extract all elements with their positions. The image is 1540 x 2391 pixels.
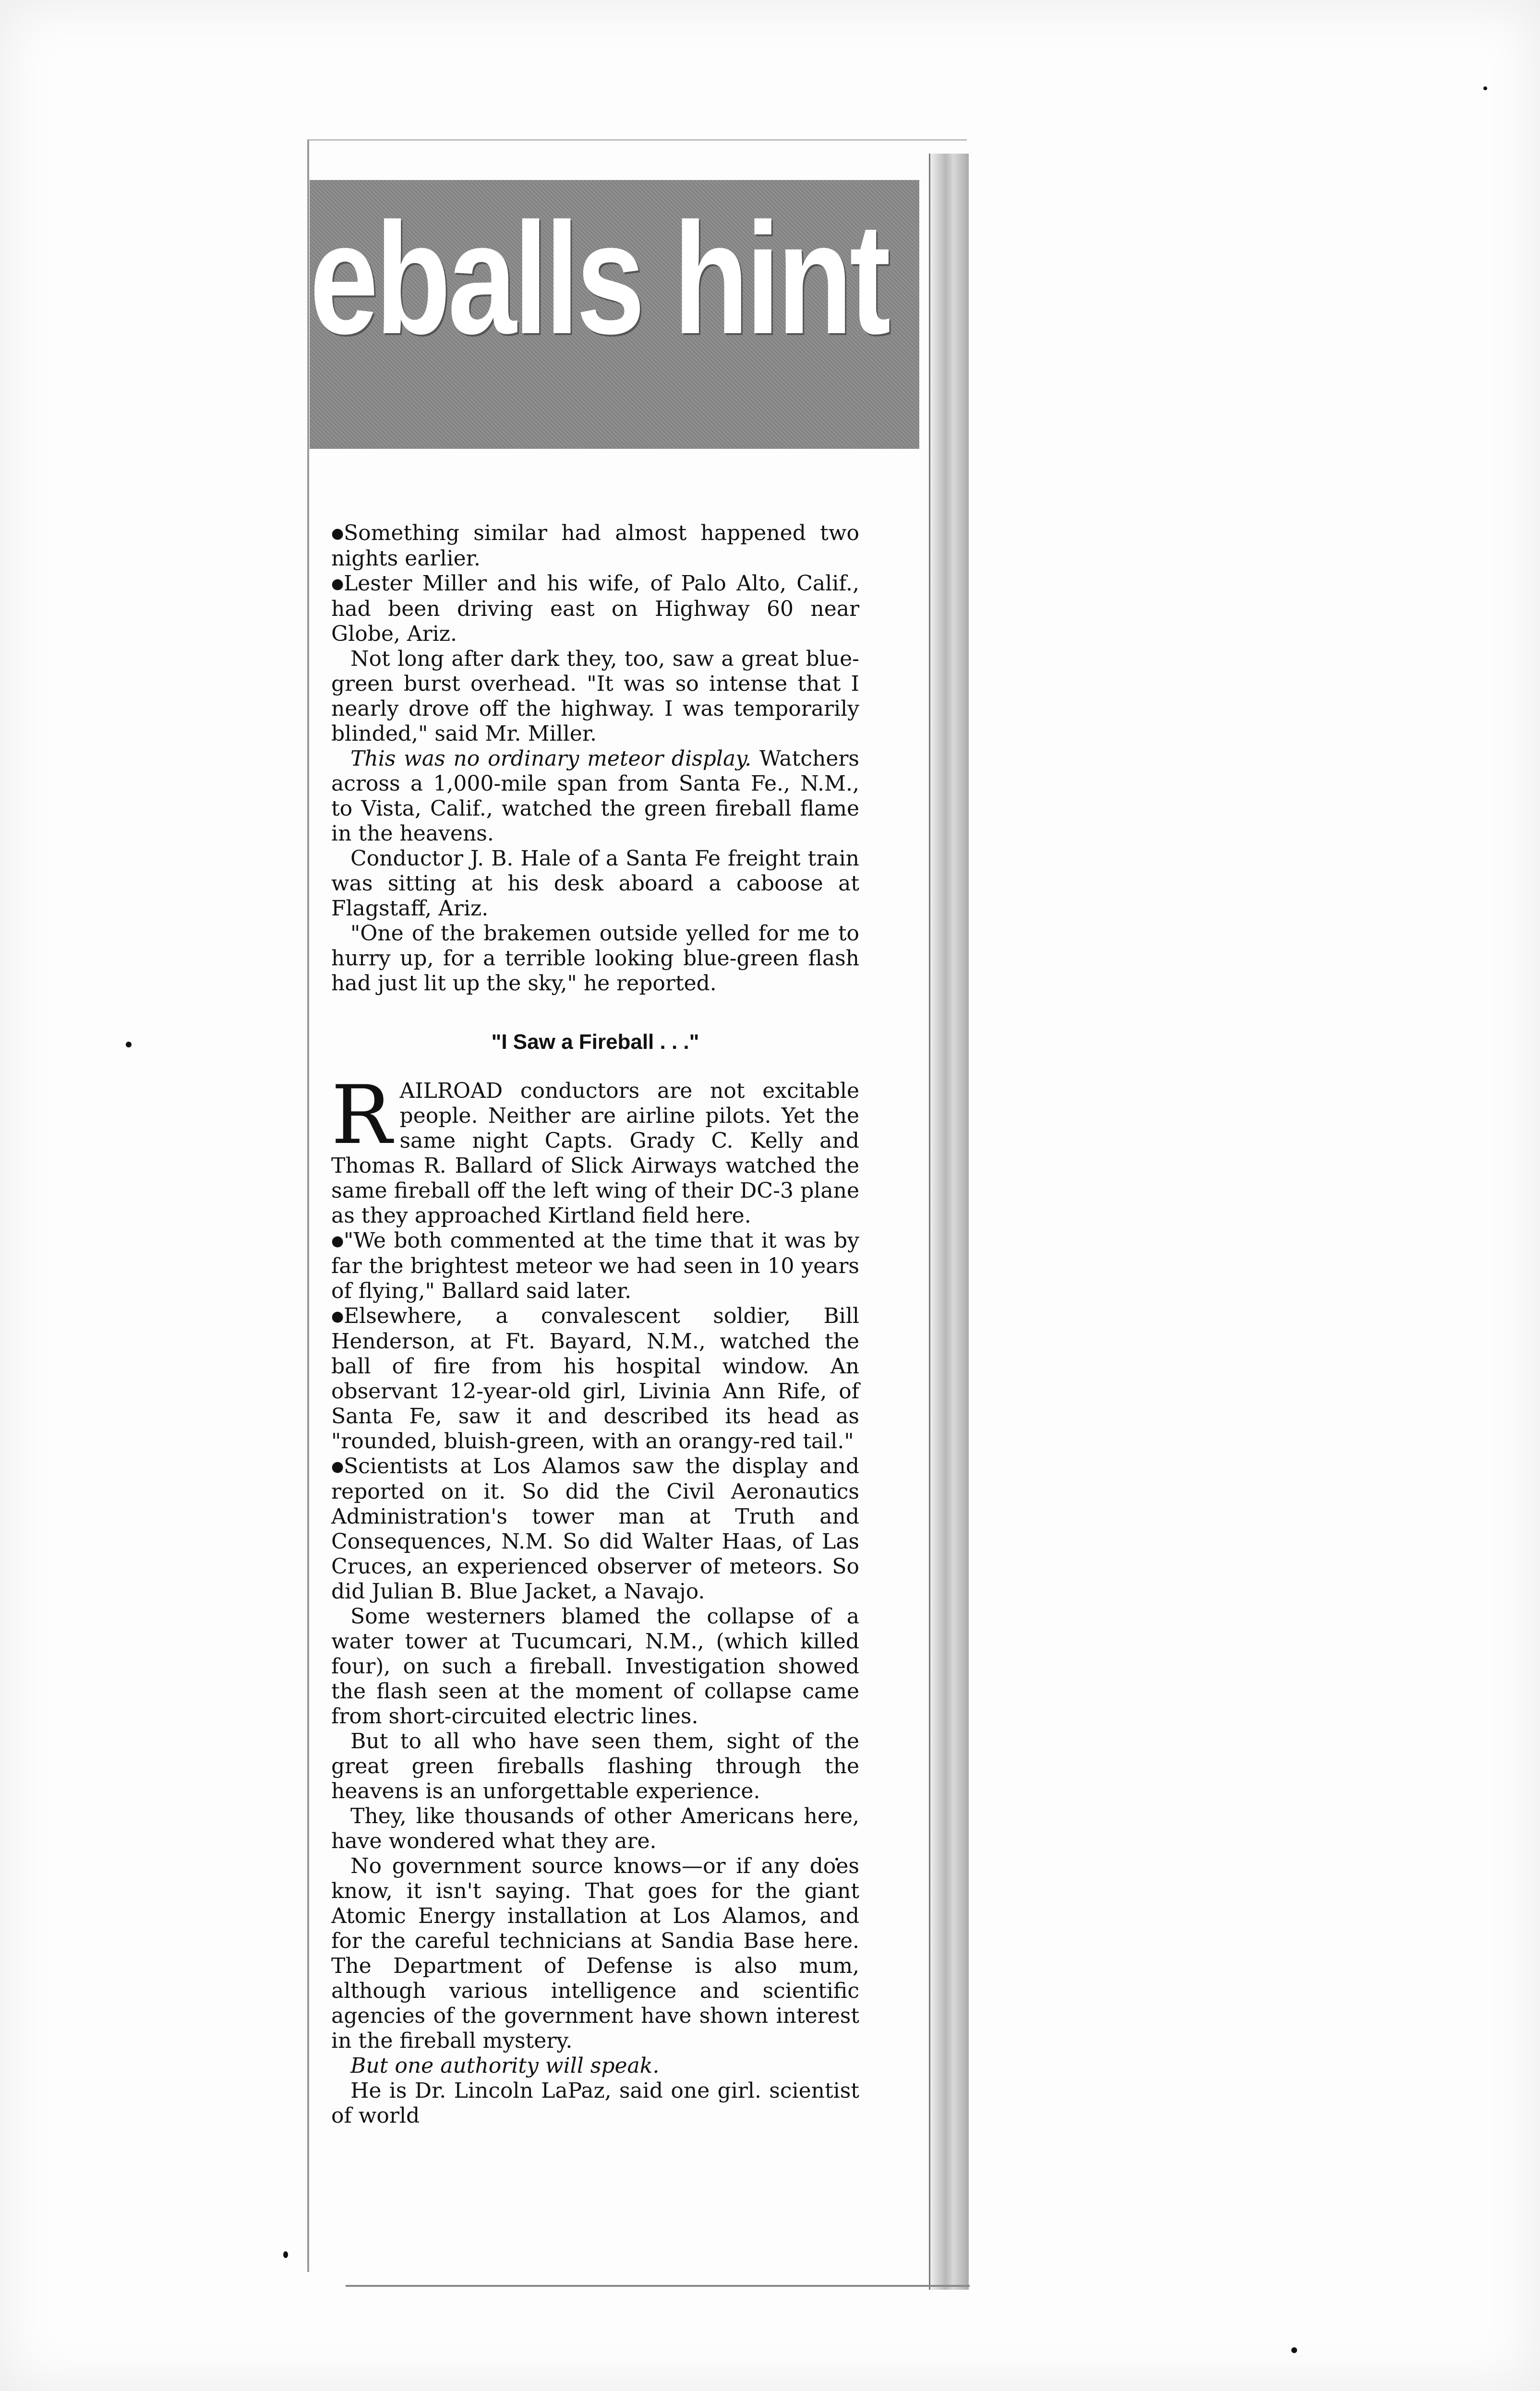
headline-banner <box>310 180 919 449</box>
dust-speck <box>283 2251 288 2258</box>
bullet-icon: ● <box>331 525 344 542</box>
paragraph <box>331 846 859 921</box>
italic-lead: But one authority will speak. <box>350 2054 660 2078</box>
paragraph-text: They, like thousands of other Americans here, have wondered what they are. <box>331 1804 859 1853</box>
article-part-one <box>331 521 859 996</box>
paragraph-text: Elsewhere, a convalescent soldier, Bill Henderson, at Ft. Bayard, N.M., watched the ball of fire from his hospital window. An observant 12-year-old girl, Livinia Ann Rife, of Santa Fe, saw it and described its head as "rounded, bluish-green, with an orangy-red tail." <box>331 1304 859 1454</box>
paragraph-text: "One of the brakemen outside yelled for me to hurry up, for a terrible looking blue-green flash had just lit up the sky," he reported. <box>331 921 859 996</box>
paragraph-text: "We both commented at the time that it was by far the brightest meteor we had seen in 10 years of flying," Ballard said later. <box>331 1228 859 1303</box>
paragraph <box>331 921 859 996</box>
dropcap-paragraph <box>331 1068 859 1228</box>
paragraph <box>331 521 859 571</box>
dropcap: R <box>331 1068 392 1162</box>
paragraph-text: Conductor J. B. Hale of a Santa Fe freight train was sitting at his desk aboard a caboose at Flagstaff, Ariz. <box>331 846 859 921</box>
paragraph-text: He is Dr. Lincoln LaPaz, said one girl. scientist of world <box>331 2079 859 2128</box>
paragraph-text: Lester Miller and his wife, of Palo Alto, Calif., had been driving east on Highway 60 near Globe, Ariz. <box>331 571 859 646</box>
article-body <box>331 521 859 2128</box>
bullet-icon: ● <box>331 576 344 592</box>
paragraph <box>331 1729 859 1804</box>
italic-lead: This was no ordinary meteor display. <box>350 746 752 771</box>
dropcap-text: conductors are not excitable people. Neither are airline pilots. Yet the same night Capts. Grady C. Kelly and Thomas R. Ballard of Slick Airways watched the same fireball off the left wing of their DC-3 plane as they approached Kirtland field here. <box>331 1079 859 1228</box>
bullet-icon: ● <box>331 1308 344 1325</box>
paragraph <box>331 1854 859 2054</box>
dropcap-rest: AILROAD <box>399 1079 503 1103</box>
bullet-icon: ● <box>331 1233 344 1250</box>
dust-speck <box>126 1042 132 1047</box>
subhead: "I Saw a Fireball . . ." <box>491 1030 699 1054</box>
dust-speck <box>1291 2347 1297 2353</box>
article-part-two <box>331 1228 859 2128</box>
dust-speck <box>1483 86 1487 90</box>
clipping-folded-edge <box>929 154 969 2290</box>
paragraph <box>331 1228 859 1304</box>
headline: eballs hint <box>310 190 888 367</box>
paragraph <box>331 647 859 746</box>
paragraph-text: Scientists at Los Alamos saw the display and reported on it. So did the Civil Aeronautics Administration's tower man at Truth and Consequences, N.M. So did Walter Haas, of Las Cruces, an experienced observer of meteors. So did Julian B. Blue Jacket, a Navajo. <box>331 1454 859 1604</box>
bullet-icon: ● <box>331 1458 344 1475</box>
paragraph <box>331 1804 859 1854</box>
paragraph <box>331 2079 859 2128</box>
paragraph <box>331 571 859 647</box>
paragraph <box>331 1304 859 1454</box>
paragraph-text: Some westerners blamed the collapse of a water tower at Tucumcari, N.M., (which killed four), on such a fireball. Investigation showed the flash seen at the moment of collapse came from short-circuited electric lines. <box>331 1604 859 1729</box>
paragraph <box>331 1604 859 1729</box>
paragraph <box>331 1454 859 1604</box>
paragraph-text: Not long after dark they, too, saw a great blue-green burst overhead. "It was so intense that I nearly drove off the highway. I was temporarily blinded," said Mr. Miller. <box>331 647 859 746</box>
paragraph-text: Something similar had almost happened two nights earlier. <box>331 521 859 571</box>
paragraph <box>331 2054 859 2079</box>
paragraph-text: But to all who have seen them, sight of the great green fireballs flashing through the heavens is an unforgettable experience. <box>331 1729 859 1803</box>
paragraph-text: No government source knows—or if any does know, it isn't saying. That goes for the giant Atomic Energy installation at Los Alamos, and for the careful technicians at Sandia Base here. The Department of Defense is also mum, although various intelligence and scientific agencies of the government have shown interest in the fireball mystery. <box>331 1854 859 2053</box>
clipping-bottom-edge <box>346 2285 970 2287</box>
paragraph-text: Watchers across a 1,000-mile span from Santa Fe., N.M., to Vista, Calif., watched the green fireball flame in the heavens. <box>331 746 859 846</box>
paragraph <box>331 746 859 846</box>
